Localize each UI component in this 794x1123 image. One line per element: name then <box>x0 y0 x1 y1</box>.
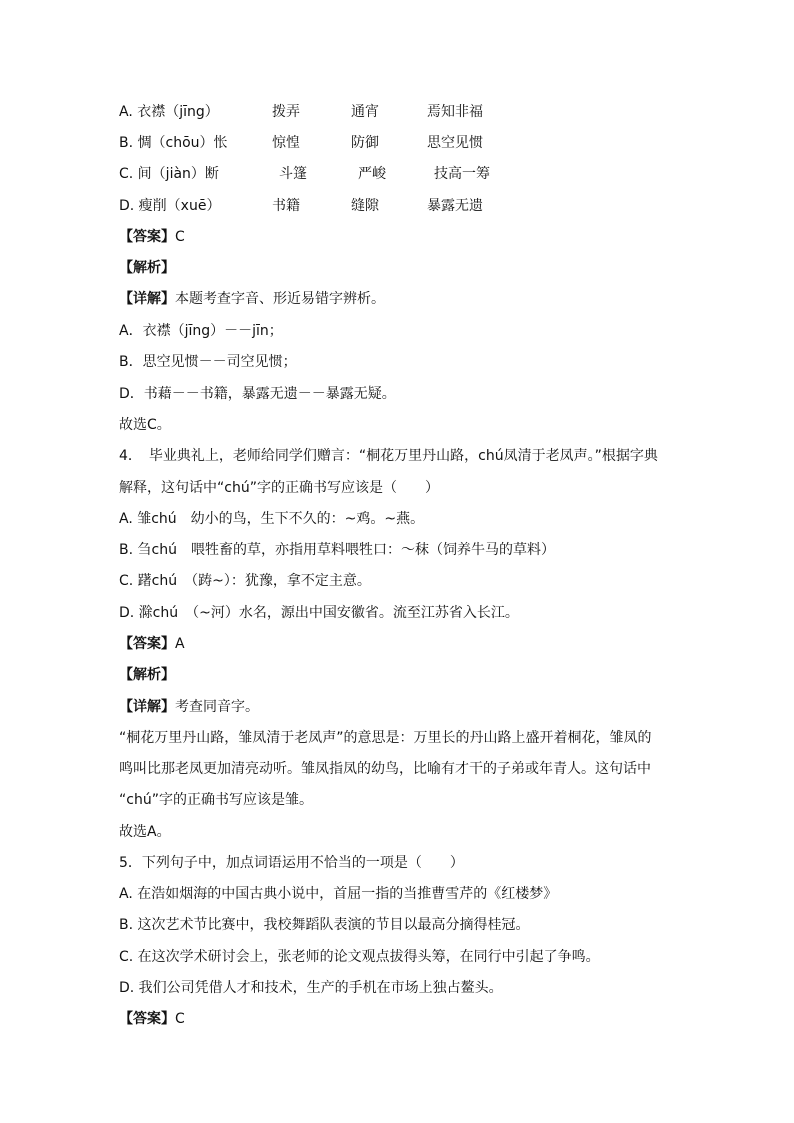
q3-option-word: 焉知非福 <box>427 104 483 120</box>
q4-detail: 【详解】考查同音字。 <box>119 699 259 715</box>
answer-value: C <box>175 1011 185 1027</box>
q3-option-word: 思空见惯 <box>427 135 483 151</box>
q4-stem-line2: 解释，这句话中“chú”字的正确书写应该是（ ） <box>119 480 439 496</box>
answer-value: C <box>175 229 185 245</box>
q4-explanation: “chú”字的正确书写应该是雏。 <box>119 792 313 808</box>
q5-answer: 【答案】C <box>119 1011 185 1027</box>
q3-option-word: 书籍 <box>272 198 300 214</box>
answer-label: 答案 <box>133 1011 161 1027</box>
q4-option-b: B. 刍chú 喂牲畜的草，亦指用草料喂牲口：～秣（饲养牛马的草料） <box>119 542 555 558</box>
q4-stem-line1: 4． 毕业典礼上，老师给同学们赠言：“桐花万里丹山路，chú凤清于老凤声。”根据字典 <box>119 448 658 464</box>
q3-option-word: 暴露无遗 <box>427 198 483 214</box>
q3-analysis-heading: 【解析】 <box>119 260 175 276</box>
q4-answer: 【答案】A <box>119 636 185 652</box>
q3-option-word: 防御 <box>351 135 379 151</box>
q3-option-word: 惊惶 <box>272 135 300 151</box>
q3-option-word: 技高一筹 <box>434 166 490 182</box>
q3-option-word: 斗篷 <box>279 166 307 182</box>
q3-option-label: D. 瘦削（xuē） <box>119 198 221 214</box>
q3-note: B．思空见惯－－司空见惯； <box>119 354 297 370</box>
q3-option-word: 严峻 <box>358 166 386 182</box>
q4-conclusion: 故选A。 <box>119 824 171 840</box>
q5-stem: 5．下列句子中，加点词语运用不恰当的一项是（ ） <box>119 855 464 871</box>
q3-note: A．衣襟（jīng）－－jīn； <box>119 323 283 339</box>
q3-option-word: 通宵 <box>351 104 379 120</box>
answer-label: 答案 <box>133 229 161 245</box>
q5-option-a: A. 在浩如烟海的中国古典小说中，首屈一指的当推曹雪芹的《红楼梦》 <box>119 886 558 902</box>
q3-option-label: C. 间（jiàn）断 <box>119 166 219 182</box>
q3-option-label: B. 惆（chōu）怅 <box>119 135 228 151</box>
q3-option-label: A. 衣襟（jīng） <box>119 104 219 120</box>
q4-analysis-heading: 【解析】 <box>119 667 175 683</box>
q3-option-word: 缝隙 <box>351 198 379 214</box>
answer-label: 答案 <box>133 636 161 652</box>
q4-option-c: C. 躇chú （踌~）：犹豫，拿不定主意。 <box>119 573 371 589</box>
q4-option-d: D. 滁chú （~河）水名，源出中国安徽省。流至江苏省入长江。 <box>119 605 519 621</box>
q5-option-c: C. 在这次学术研讨会上，张老师的论文观点拔得头筹，在同行中引起了争鸣。 <box>119 949 600 965</box>
answer-value: A <box>175 636 185 652</box>
q3-conclusion: 故选C。 <box>119 417 171 433</box>
q3-answer: 【答案】C <box>119 229 185 245</box>
q3-note: D．书藉－－书籍，暴露无遗－－暴露无疑。 <box>119 386 396 402</box>
q5-option-b: B. 这次艺术节比赛中，我校舞蹈队表演的节目以最高分摘得桂冠。 <box>119 917 530 933</box>
q5-option-d: D. 我们公司凭借人才和技术，生产的手机在市场上独占鳌头。 <box>119 980 503 996</box>
q4-explanation: 鸣叫比那老凤更加清亮动听。雏凤指凤的幼鸟，比喻有才干的子弟或年青人。这句话中 <box>119 761 651 777</box>
q4-option-a: A. 雏chú 幼小的鸟，生下不久的：~鸡。~燕。 <box>119 511 425 527</box>
q4-explanation: “桐花万里丹山路，雏凤清于老凤声”的意思是：万里长的丹山路上盛开着桐花，雏凤的 <box>119 730 652 746</box>
q3-option-word: 拨弄 <box>272 104 300 120</box>
q3-detail: 【详解】本题考查字音、形近易错字辨析。 <box>119 291 385 307</box>
